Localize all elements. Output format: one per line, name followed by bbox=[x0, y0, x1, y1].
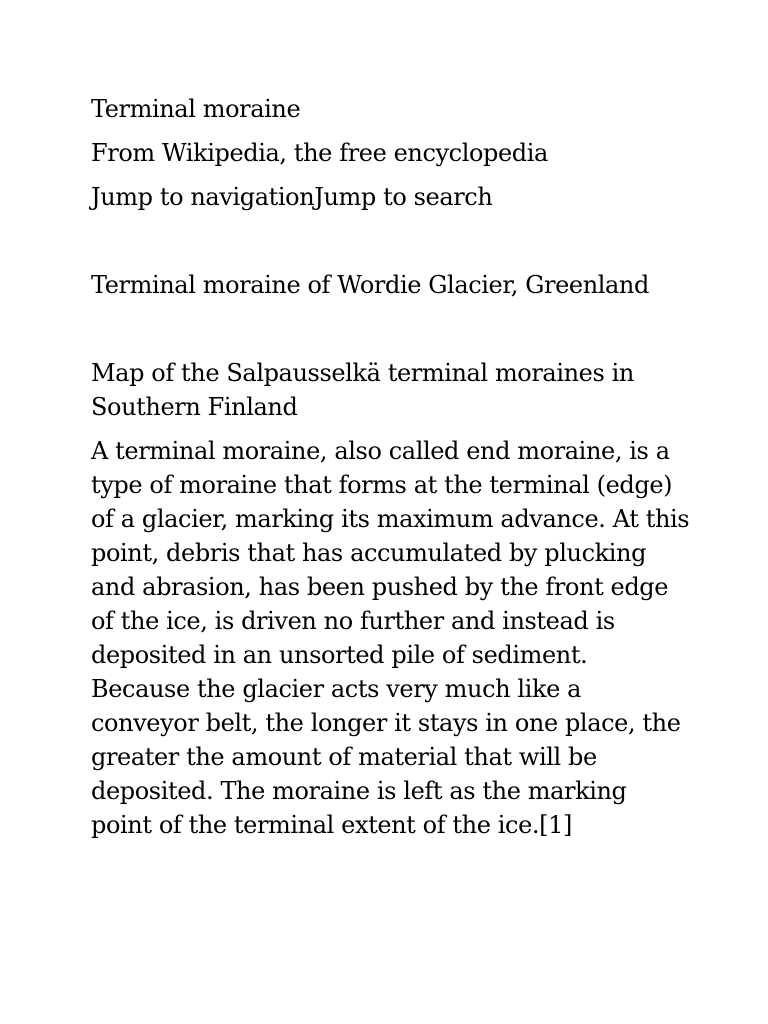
page-subtitle: From Wikipedia, the free encyclopedia bbox=[91, 139, 548, 167]
image-caption-salpausselka-map: Map of the Salpausselkä terminal moraines in Southern Finland bbox=[91, 359, 634, 421]
article bbox=[91, 92, 691, 842]
reference-link[interactable]: [1] bbox=[539, 811, 572, 839]
jump-links bbox=[91, 180, 691, 214]
image-caption-wordie-glacier: Terminal moraine of Wordie Glacier, Greenland bbox=[91, 271, 649, 299]
article-body-paragraph bbox=[91, 434, 691, 842]
jump-to-search-link[interactable]: Jump to search bbox=[314, 183, 493, 211]
page-title: Terminal moraine bbox=[91, 95, 301, 123]
paragraph-text: A terminal moraine, also called end moraine, is a type of moraine that forms at the terminal (edge) of a glacier, marking its maximum advance. At this point, debris that has accumulated by plucking and abrasion, has been pushed by the front edge of the ice, is driven no further and instead is deposited in an unsorted pile of sediment. Because the glacier acts very much like a conveyor belt, the longer it stays in one place, the greater the amount of material that will be deposited. The moraine is left as the marking point of the terminal extent of the ice. bbox=[91, 437, 690, 839]
jump-to-navigation-link[interactable]: Jump to navigation bbox=[91, 183, 315, 211]
